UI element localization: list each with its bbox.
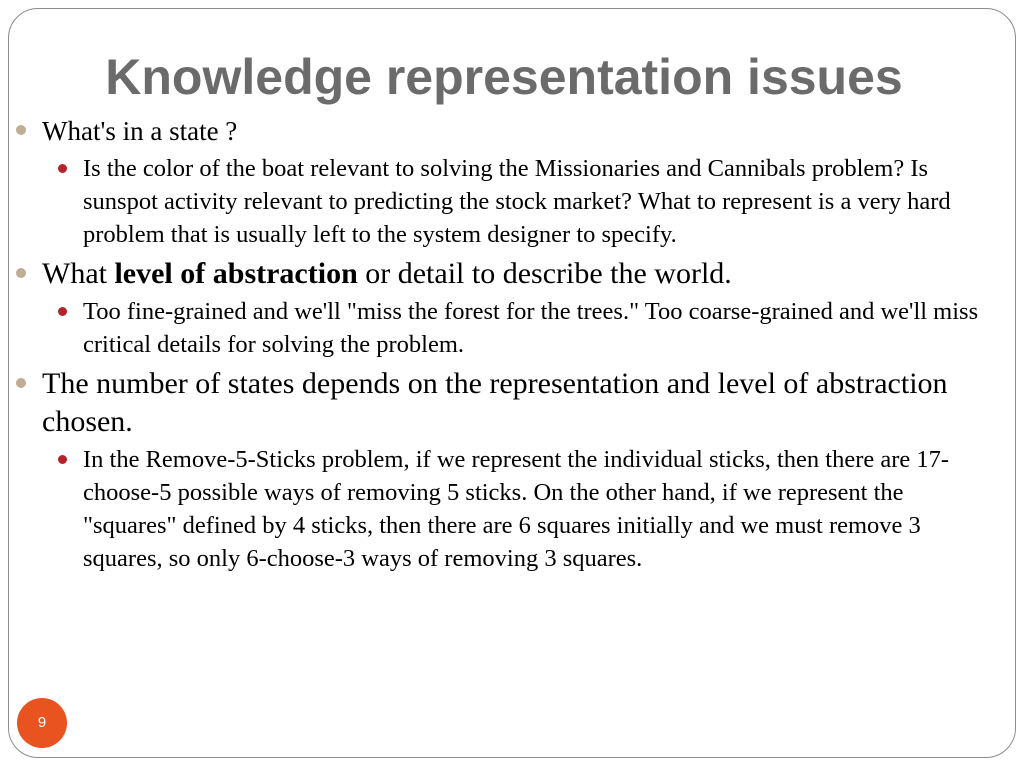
slide-title: Knowledge representation issues (105, 49, 903, 105)
bullet-text-post: or detail to describe the world. (357, 257, 732, 290)
bullet-text: In the Remove-5-Sticks problem, if we represent the individual sticks, then there are 17-choose-5 possible ways of removing 5 sticks. On the other hand, if we represent the "squares" defined by 4 sticks, then there are 6 squares initially and we must remove 3 squares, so only 6-choose-3 ways of removing 3 squares. (83, 446, 950, 572)
bullet-dot-icon (16, 378, 26, 388)
page-number-badge: 9 (17, 698, 67, 748)
bullet-dot-icon (16, 125, 26, 135)
bullet-level1 (14, 112, 989, 150)
slide-content (14, 112, 989, 579)
bullet-text: What's in a state ? (42, 116, 238, 146)
bullet-dot-icon (58, 307, 67, 316)
bullet-level2 (14, 443, 989, 575)
bullet-text: Too fine-grained and we'll "miss the forest for the trees." Too coarse-grained and we'll miss critical details for solving the problem. (83, 298, 979, 358)
bullet-level2 (14, 295, 989, 361)
bullet-dot-icon (58, 164, 67, 173)
bullet-text-pre: What (42, 257, 115, 290)
bullet-level1 (14, 365, 989, 441)
bullet-dot-icon (16, 268, 26, 278)
bullet-text-bold: level of abstraction (114, 257, 358, 290)
bullet-level1 (14, 255, 989, 293)
bullet-dot-icon (58, 455, 67, 464)
bullet-level2 (14, 152, 989, 251)
bullet-text: The number of states depends on the representation and level of abstraction chosen. (42, 367, 948, 438)
bullet-text: Is the color of the boat relevant to solving the Missionaries and Cannibals problem? Is sunspot activity relevant to predicting the stock market? What to represent is a very hard problem that is usually left to the system designer to specify. (83, 155, 951, 248)
